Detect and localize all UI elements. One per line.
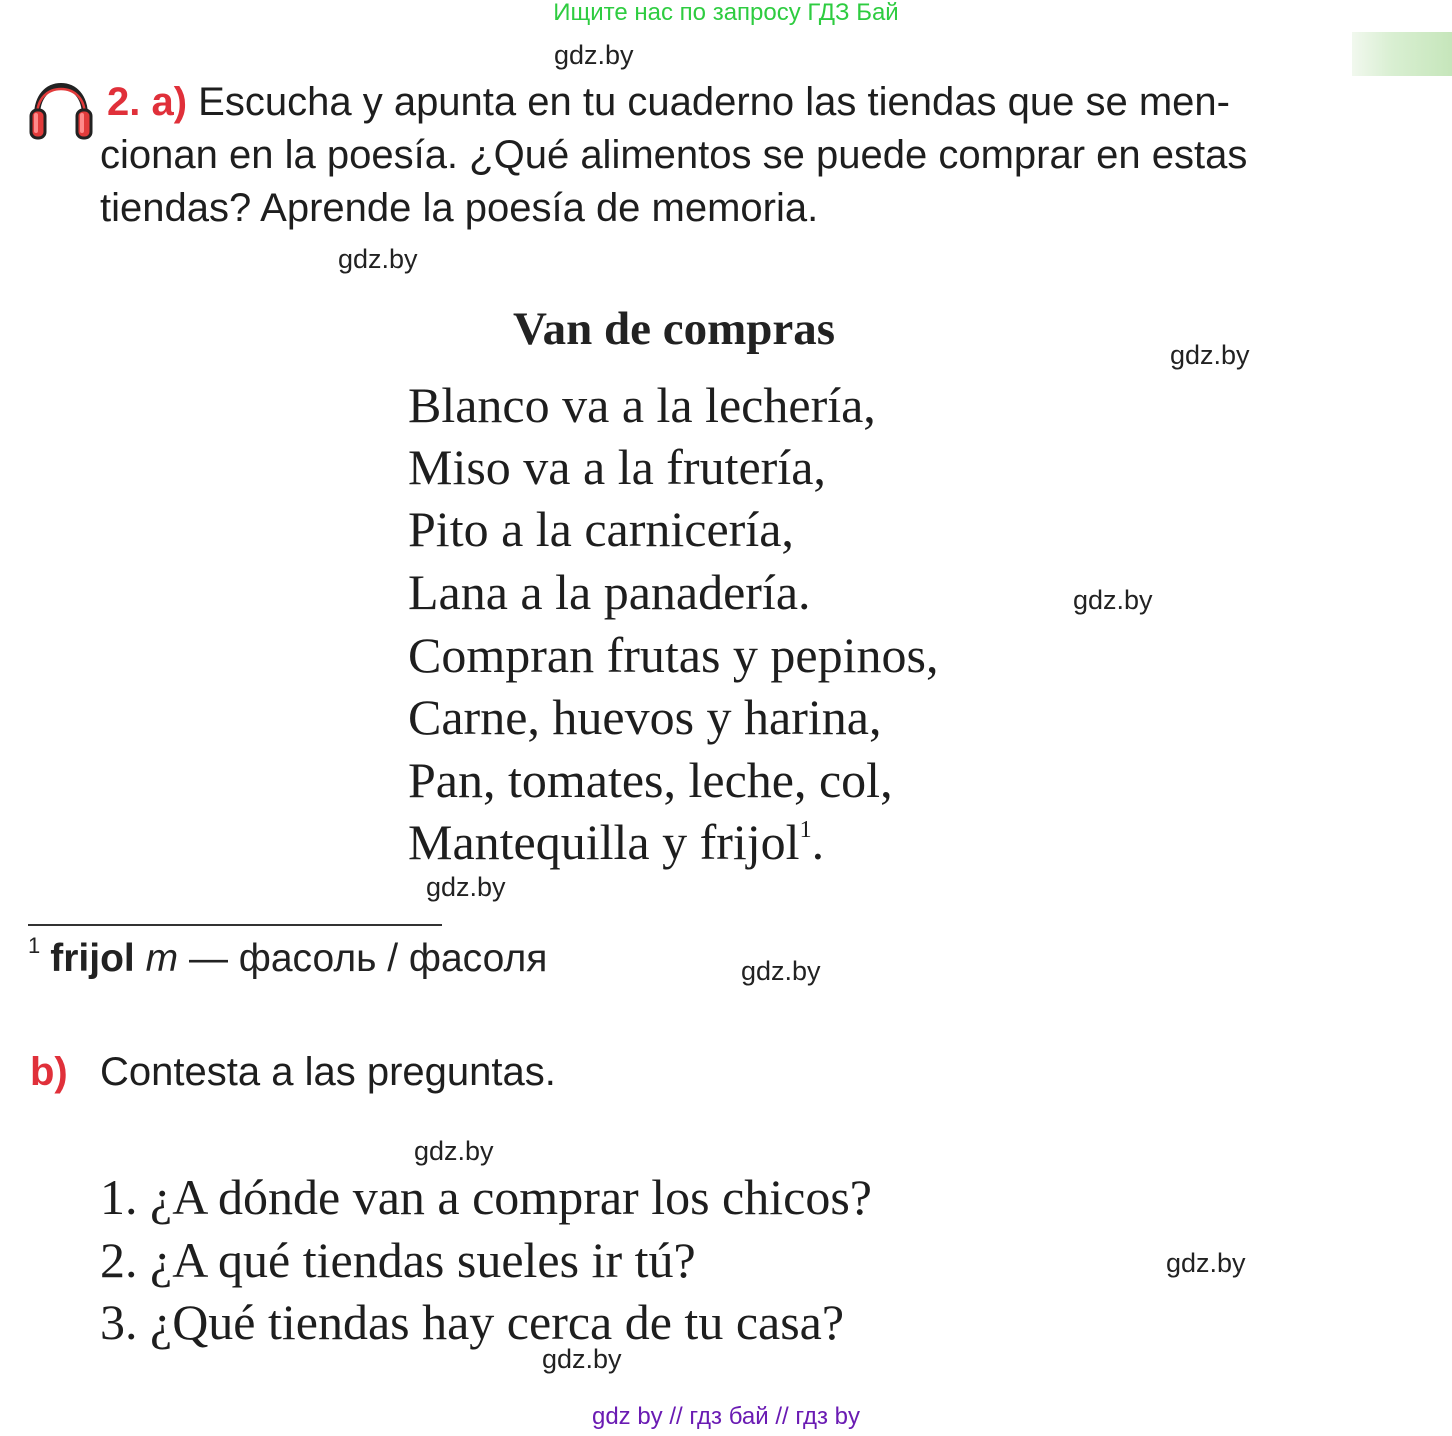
watermark: gdz.by (1166, 1248, 1246, 1278)
part-b-instruction: Contesta a las preguntas. (100, 1050, 556, 1094)
footnote-mark: 1 (28, 933, 41, 958)
watermark: gdz.by (741, 956, 821, 986)
poem-line: Carne, huevos y harina, (408, 689, 882, 745)
page-corner-tab (1352, 32, 1452, 76)
task-text-1: Escucha y apunta en tu cuaderno las tiendas que se men- (198, 80, 1230, 124)
task-line-2: cionan en la poesía. ¿Qué alimentos se puede comprar en estas (100, 133, 1248, 177)
poem-line: Pito a la carnicería, (408, 501, 794, 557)
poem-line-end: . (811, 814, 825, 870)
part-b-label: b) (30, 1050, 68, 1094)
poem-title: Van de compras (513, 303, 836, 355)
top-banner[interactable]: Ищите нас по запросу ГДЗ Бай (553, 0, 899, 26)
poem-line: Pan, tomates, leche, col, (408, 752, 893, 808)
watermark: gdz.by (1073, 585, 1153, 615)
footnote-gender: m (145, 937, 179, 980)
poem-line: Blanco va a la lechería, (408, 377, 876, 433)
task-number: 2. a) (107, 80, 188, 124)
poem-line: Miso va a la frutería, (408, 439, 826, 495)
footnote-translation: — фасоль / фасоля (188, 937, 548, 980)
task-line-3: tiendas? Aprende la poesía de memoria. (100, 186, 819, 230)
poem-line: Compran frutas y pepinos, (408, 627, 939, 683)
question-item: 3. ¿Qué tiendas hay cerca de tu casa? (100, 1294, 845, 1350)
watermark: gdz.by (542, 1344, 622, 1374)
watermark: gdz.by (426, 872, 506, 902)
poem-line: Lana a la panadería. (408, 564, 811, 620)
watermark: gdz.by (338, 244, 418, 274)
watermark: gdz.by (414, 1136, 494, 1166)
bottom-links[interactable]: gdz by // гдз бай // гдз by (591, 1403, 861, 1430)
question-item: 2. ¿A qué tiendas sueles ir tú? (100, 1232, 696, 1288)
question-item: 1. ¿A dónde van a comprar los chicos? (100, 1169, 872, 1225)
watermark: gdz.by (1170, 340, 1250, 370)
footnote (28, 933, 548, 981)
footnote-divider (28, 924, 442, 926)
task-line-1 (107, 76, 1230, 129)
poem-line-last (408, 813, 824, 871)
poem-line-text: Mantequilla y frijol (408, 814, 800, 870)
footnote-reference: 1 (799, 817, 812, 843)
footnote-word: frijol (50, 937, 135, 980)
headphones-icon (28, 80, 94, 142)
watermark: gdz.by (554, 40, 634, 70)
